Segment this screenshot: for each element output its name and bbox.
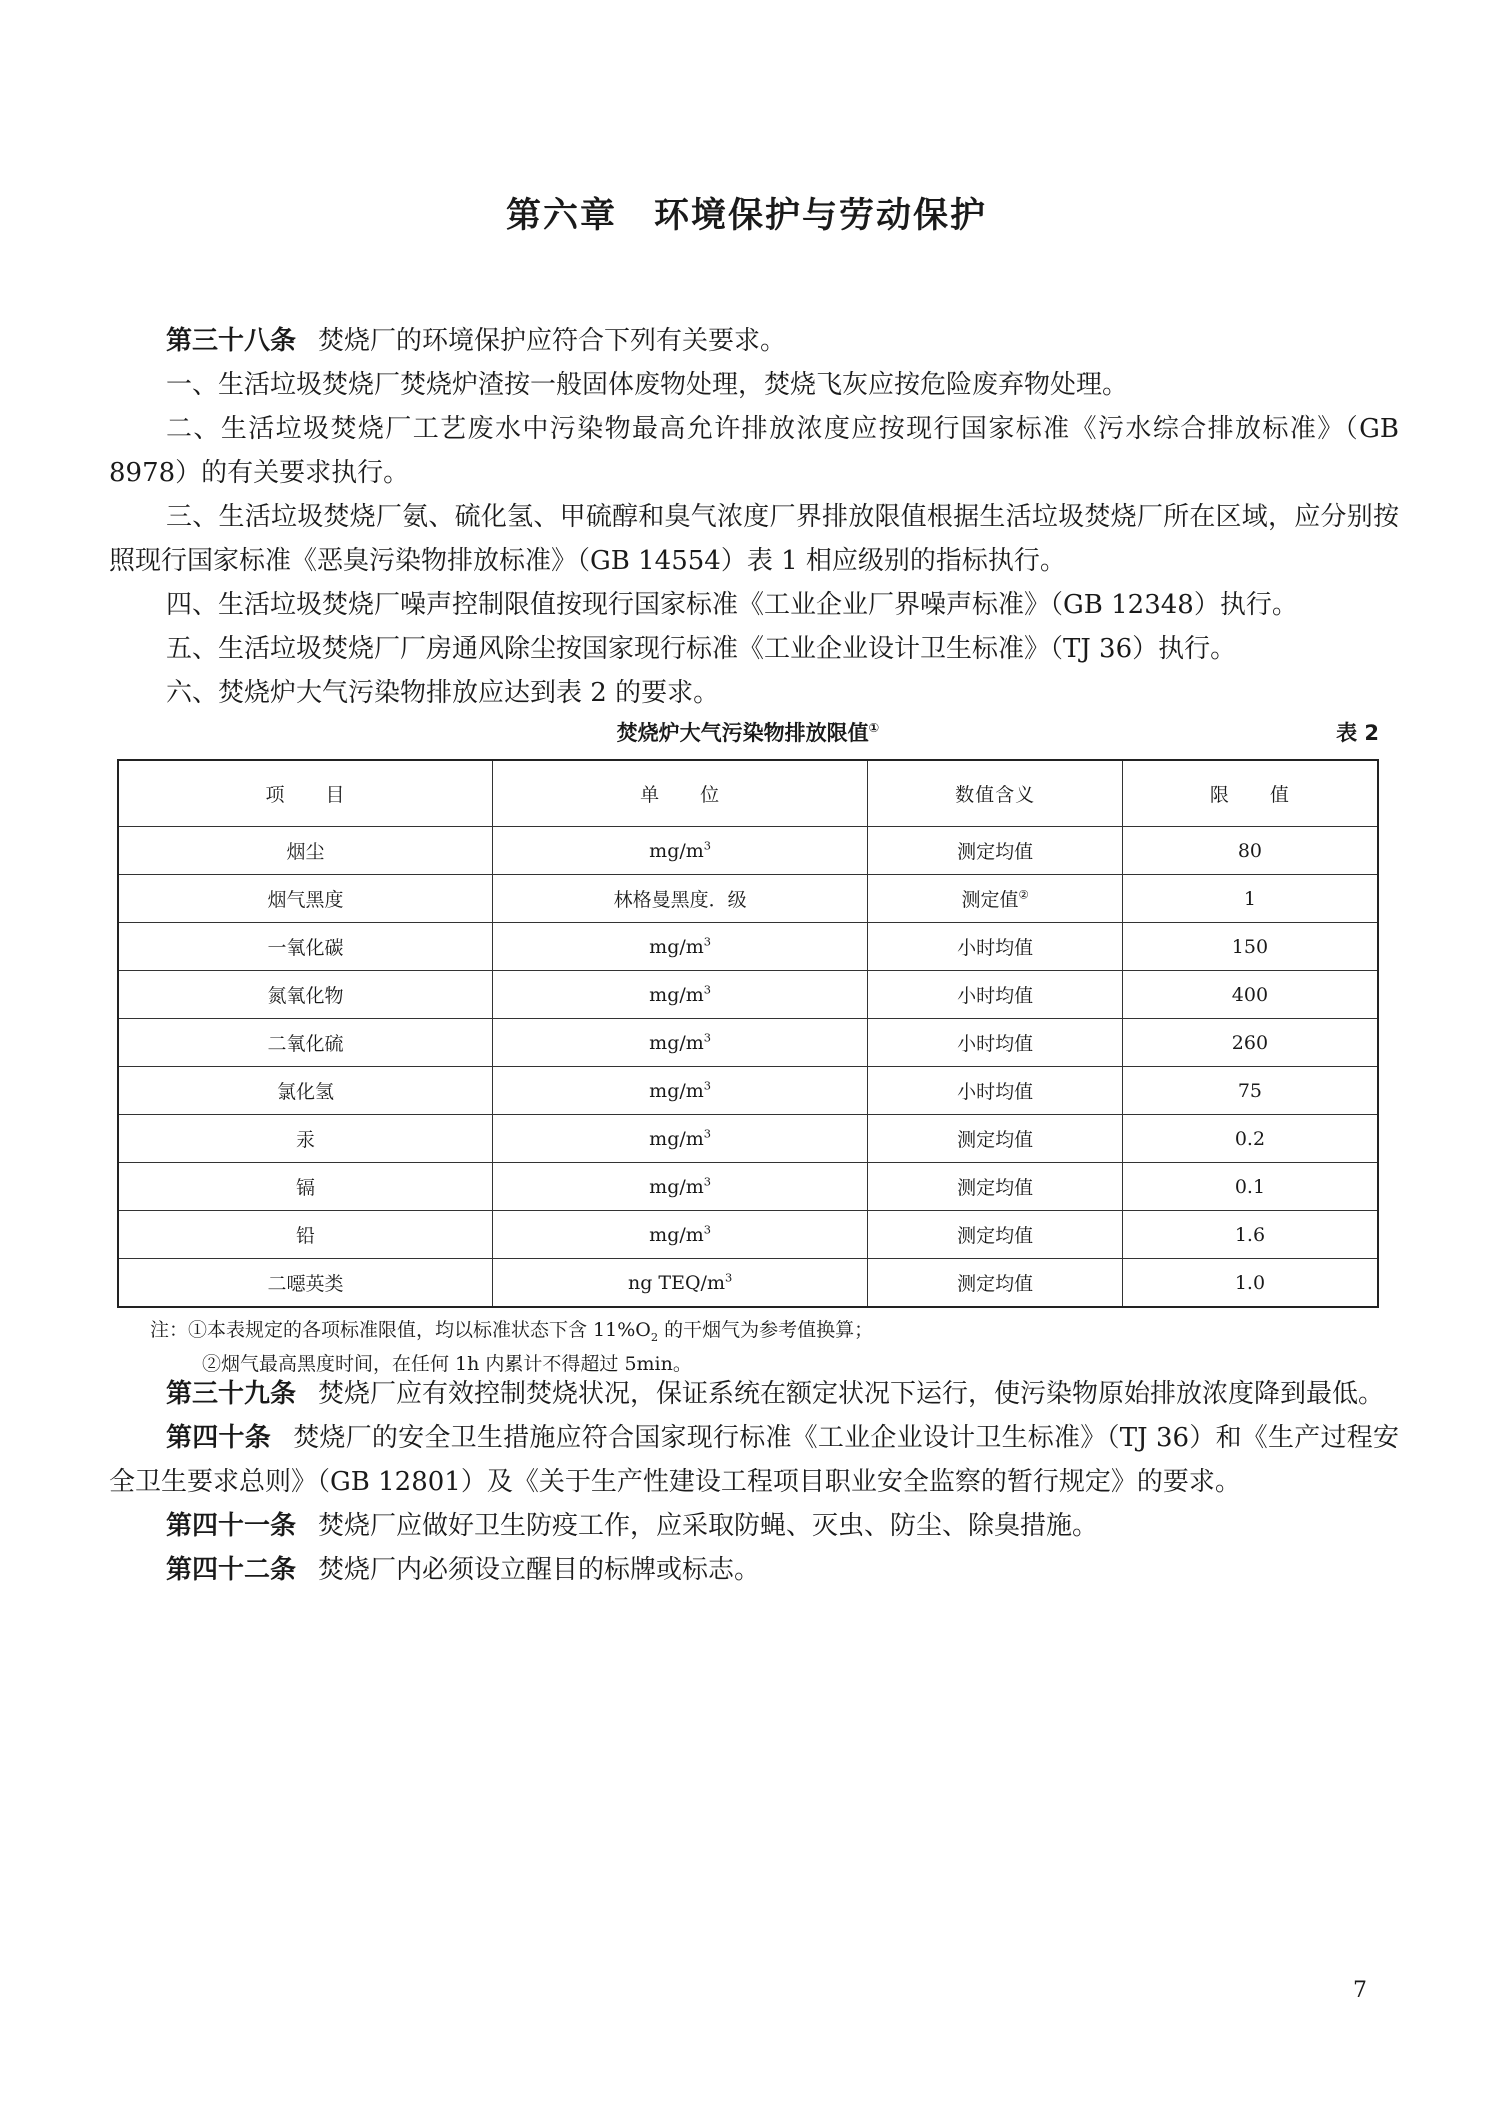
article-38-item-5: 五、生活垃圾焚烧厂厂房通风除尘按国家现行标准《工业企业设计卫生标准》（TJ 36）执行。 <box>166 634 1237 664</box>
unit-text: mg/m <box>649 1175 704 1198</box>
table-row <box>118 971 1378 1019</box>
meaning-text: 测定值 <box>961 889 1019 911</box>
unit-superscript: 3 <box>703 934 712 949</box>
cell-item: 一氧化碳 <box>118 923 492 971</box>
unit-text: mg/m <box>649 1127 704 1150</box>
article-text: 焚烧厂应有效控制焚烧状况，保证系统在额定状况下运行，使污染物原始排放浓度降到最低。 <box>318 1379 1385 1409</box>
article-label: 第四十条 <box>166 1423 271 1453</box>
table-row <box>118 923 1378 971</box>
article-38-item-6: 六、焚烧炉大气污染物排放应达到表 2 的要求。 <box>166 678 720 708</box>
table-row <box>118 1115 1378 1163</box>
cell-meaning: 小时均值 <box>868 923 1123 971</box>
table-row <box>118 827 1378 875</box>
article-40 <box>109 1416 1399 1504</box>
unit-text: mg/m <box>649 1079 704 1102</box>
cell-item: 二氧化硫 <box>118 1019 492 1067</box>
cell-unit <box>492 827 867 875</box>
unit-superscript: 3 <box>724 1270 733 1285</box>
article-38-item-1: 一、生活垃圾焚烧厂焚烧炉渣按一般固体废物处理，焚烧飞灰应按危险废弃物处理。 <box>166 370 1129 400</box>
unit-superscript: 3 <box>703 1174 712 1189</box>
cell-meaning: 小时均值 <box>868 971 1123 1019</box>
cell-item: 镉 <box>118 1163 492 1211</box>
unit-text: mg/m <box>649 1031 704 1054</box>
note-2: ②烟气最高黑度时间，在任何 1h 内累计不得超过 5min。 <box>202 1353 692 1375</box>
article-38-block <box>109 319 1399 715</box>
cell-limit: 1 <box>1122 875 1378 923</box>
cell-meaning: 测定均值 <box>868 1115 1123 1163</box>
header-meaning: 数值含义 <box>868 760 1123 827</box>
table-row <box>118 1211 1378 1259</box>
unit-superscript: 3 <box>703 1222 712 1237</box>
cell-meaning: 测定均值 <box>868 1211 1123 1259</box>
article-42 <box>109 1548 1399 1592</box>
table-row <box>118 1067 1378 1115</box>
cell-item: 氯化氢 <box>118 1067 492 1115</box>
cell-item: 汞 <box>118 1115 492 1163</box>
cell-limit: 75 <box>1122 1067 1378 1115</box>
header-item: 项 目 <box>118 760 492 827</box>
table-row <box>118 1019 1378 1067</box>
emission-limits-table <box>117 759 1379 1308</box>
unit-text: mg/m <box>649 983 704 1006</box>
table-row <box>118 1259 1378 1308</box>
unit-text: mg/m <box>649 1223 704 1246</box>
table-header-row <box>118 760 1378 827</box>
cell-unit <box>492 1115 867 1163</box>
cell-meaning: 小时均值 <box>868 1067 1123 1115</box>
unit-text: mg/m <box>649 935 704 958</box>
cell-meaning: 测定均值 <box>868 1163 1123 1211</box>
footnote-mark: ① <box>868 720 880 735</box>
article-label: 第四十二条 <box>166 1555 297 1585</box>
article-text: 焚烧厂应做好卫生防疫工作，应采取防蝇、灭虫、防尘、除臭措施。 <box>318 1511 1099 1541</box>
article-38-intro <box>109 319 1399 363</box>
article-41 <box>109 1504 1399 1548</box>
unit-superscript: 3 <box>703 982 712 997</box>
cell-limit: 150 <box>1122 923 1378 971</box>
note-1 <box>150 1313 873 1347</box>
cell-limit: 1.6 <box>1122 1211 1378 1259</box>
cell-item: 烟气黑度 <box>118 875 492 923</box>
cell-item: 二噁英类 <box>118 1259 492 1308</box>
article-text: 焚烧厂的环境保护应符合下列有关要求。 <box>318 326 787 356</box>
unit-text: mg/m <box>649 839 704 862</box>
unit-superscript: 3 <box>703 1126 712 1141</box>
note-1-text: 注：①本表规定的各项标准限值，均以标准状态下含 11%O <box>150 1319 651 1341</box>
cell-meaning: 测定均值 <box>868 1259 1123 1308</box>
table-notes <box>150 1313 873 1381</box>
cell-unit <box>492 1019 867 1067</box>
cell-limit: 0.1 <box>1122 1163 1378 1211</box>
table-row <box>118 1163 1378 1211</box>
cell-item: 铅 <box>118 1211 492 1259</box>
article-label: 第三十八条 <box>166 326 297 356</box>
table-label: 表 2 <box>1336 721 1379 745</box>
unit-superscript: 3 <box>703 1078 712 1093</box>
footnote-mark: ② <box>1018 887 1029 902</box>
cell-limit: 1.0 <box>1122 1259 1378 1308</box>
note-1-text-end: 的干烟气为参考值换算； <box>658 1319 874 1341</box>
unit-superscript: 3 <box>703 1030 712 1045</box>
table-row <box>118 875 1378 923</box>
articles-block <box>109 1372 1399 1592</box>
cell-unit <box>492 971 867 1019</box>
article-text: 焚烧厂的安全卫生措施应符合国家现行标准《工业企业设计卫生标准》（TJ 36）和《生产过程安全卫生要求总则》（GB 12801）及《关于生产性建设工程项目职业安全监察的暂行规定》的要求。 <box>109 1423 1399 1497</box>
cell-meaning: 小时均值 <box>868 1019 1123 1067</box>
article-text: 焚烧厂内必须设立醒目的标牌或标志。 <box>318 1555 761 1585</box>
cell-limit: 260 <box>1122 1019 1378 1067</box>
article-39 <box>109 1372 1399 1416</box>
cell-item: 烟尘 <box>118 827 492 875</box>
cell-unit: 林格曼黑度．级 <box>492 875 867 923</box>
article-38-item-2: 二、生活垃圾焚烧厂工艺废水中污染物最高允许排放浓度应按现行国家标准《污水综合排放标准》（GB 8978）的有关要求执行。 <box>109 414 1399 488</box>
cell-unit <box>492 1163 867 1211</box>
table-caption <box>117 713 1379 747</box>
chapter-title: 第六章 环境保护与劳动保护 <box>505 196 987 236</box>
cell-meaning <box>868 875 1123 923</box>
cell-item: 氮氧化物 <box>118 971 492 1019</box>
article-label: 第三十九条 <box>166 1379 297 1409</box>
page-number: 7 <box>1353 1978 1367 2003</box>
table-title-text: 焚烧炉大气污染物排放限值 <box>616 721 869 745</box>
unit-superscript: 3 <box>703 838 712 853</box>
cell-unit <box>492 1259 867 1308</box>
note-1-subscript: 2 <box>650 1329 659 1344</box>
cell-unit <box>492 1067 867 1115</box>
article-38-item-3: 三、生活垃圾焚烧厂氨、硫化氢、甲硫醇和臭气浓度厂界排放限值根据生活垃圾焚烧厂所在区域，应分别按照现行国家标准《恶臭污染物排放标准》（GB 14554）表 1 相应级别的指标执行。 <box>109 502 1399 576</box>
header-unit: 单 位 <box>492 760 867 827</box>
cell-unit <box>492 1211 867 1259</box>
table-title <box>117 717 1379 747</box>
header-limit: 限 值 <box>1122 760 1378 827</box>
cell-limit: 0.2 <box>1122 1115 1378 1163</box>
unit-text: ng TEQ/m <box>627 1271 725 1294</box>
cell-limit: 80 <box>1122 827 1378 875</box>
article-label: 第四十一条 <box>166 1511 297 1541</box>
cell-unit <box>492 923 867 971</box>
cell-meaning: 测定均值 <box>868 827 1123 875</box>
article-38-item-4: 四、生活垃圾焚烧厂噪声控制限值按现行国家标准《工业企业厂界噪声标准》（GB 12348）执行。 <box>166 590 1298 620</box>
cell-limit: 400 <box>1122 971 1378 1019</box>
